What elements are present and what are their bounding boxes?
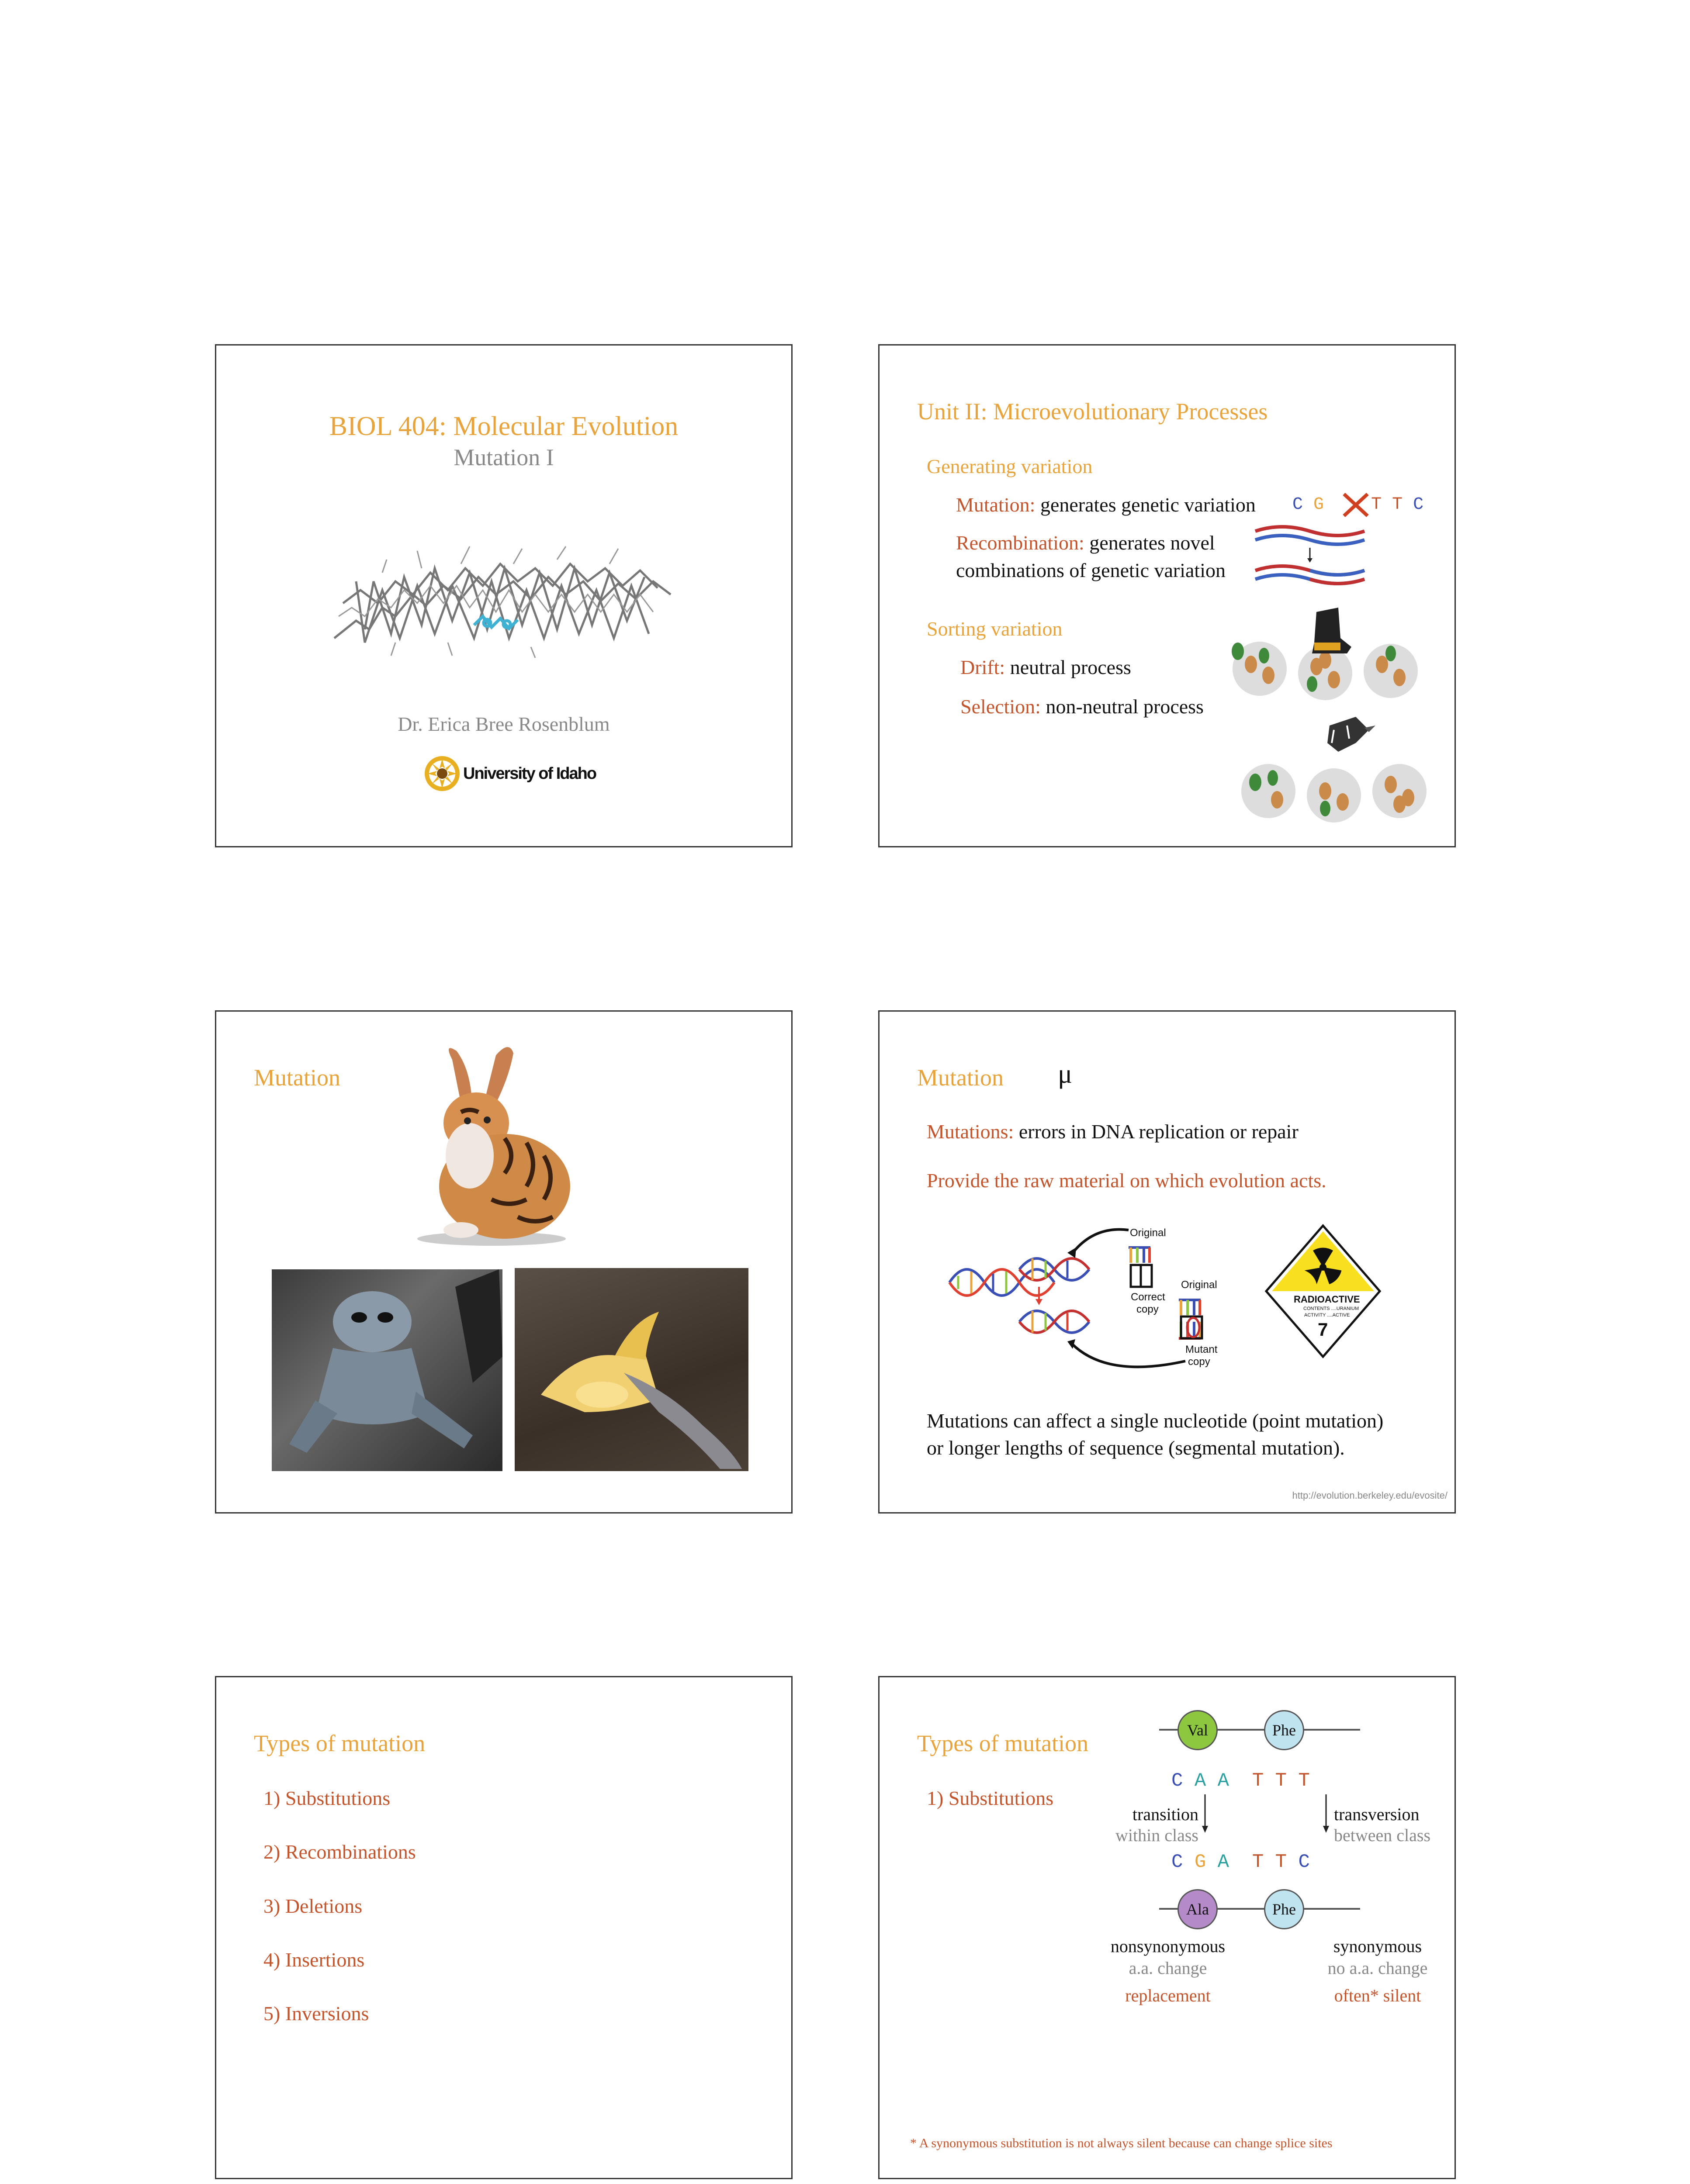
list-item: 1) Substitutions <box>263 1787 391 1809</box>
x-mark-icon <box>1340 492 1371 518</box>
definition-term: Mutations: <box>927 1120 1014 1143</box>
base: A <box>1194 1770 1206 1792</box>
slide-4 <box>878 1010 1456 1514</box>
base: C <box>1171 1770 1183 1792</box>
label-original-1: Original <box>1130 1227 1166 1239</box>
drift-selection-beetles-image <box>1225 599 1448 839</box>
affect-line-1: Mutations can affect a single nucleotide (point mutation) <box>927 1410 1384 1432</box>
slide-subtitle: Mutation I <box>454 444 554 470</box>
codon-top <box>1171 1770 1310 1792</box>
selection-term: Selection: <box>960 695 1041 718</box>
base: T <box>1298 1770 1310 1792</box>
amino-acid-ala: Ala <box>1177 1889 1218 1929</box>
selection-desc: non-neutral process <box>1040 695 1204 718</box>
base: T <box>1252 1770 1264 1792</box>
affect-line-2: or longer lengths of sequence (segmental mutation). <box>927 1437 1345 1459</box>
definition-line <box>927 1120 1299 1143</box>
label-mutant: Mutant <box>1185 1344 1218 1355</box>
slide-title: Types of mutation <box>254 1730 426 1756</box>
radioactive-label: RADIOACTIVE <box>1294 1294 1360 1305</box>
slide-title: Mutation <box>254 1064 340 1091</box>
base: A <box>1217 1770 1229 1792</box>
amino-acid-phe: Phe <box>1264 1710 1304 1750</box>
seq-letter: T <box>1392 495 1403 515</box>
author-name: Dr. Erica Bree Rosenblum <box>398 713 610 735</box>
transition-label: transition <box>1132 1804 1198 1824</box>
sorting-variation-heading: Sorting variation <box>927 618 1063 640</box>
synonymous-label: synonymous <box>1333 1936 1422 1956</box>
base: T <box>1275 1851 1287 1873</box>
list-item: 5) Inversions <box>263 2002 369 2025</box>
slide-2 <box>878 344 1456 847</box>
aa-change-label: a.a. change <box>1129 1958 1207 1978</box>
recombination-term: Recombination: <box>956 532 1084 554</box>
replacement-label: replacement <box>1125 1986 1211 2005</box>
recombination-chromosomes-image <box>1255 522 1364 588</box>
slide-title: Unit II: Microevolutionary Processes <box>917 398 1268 425</box>
no-aa-change-label: no a.a. change <box>1327 1958 1428 1978</box>
definition-desc: errors in DNA replication or repair <box>1014 1120 1299 1143</box>
slide-6 <box>878 1676 1456 2179</box>
list-item: 2) Recombinations <box>263 1841 416 1863</box>
seq-letter: C <box>1413 495 1424 515</box>
nonsynonymous-label: nonsynonymous <box>1110 1936 1226 1956</box>
slide-title: BIOL 404: Molecular Evolution <box>329 411 679 441</box>
transversion-arrow-icon <box>1322 1794 1330 1834</box>
label-copy-1: copy <box>1136 1303 1159 1315</box>
source-url: http://evolution.berkeley.edu/evosite/ <box>1292 1490 1448 1501</box>
amino-acid-phe: Phe <box>1264 1889 1304 1929</box>
radioactive-class: 7 <box>1318 1319 1328 1340</box>
generating-variation-heading: Generating variation <box>927 455 1093 477</box>
recombination-line-2: combinations of genetic variation <box>956 559 1226 581</box>
list-item: 3) Deletions <box>263 1895 363 1917</box>
slide-3 <box>215 1010 793 1514</box>
base: A <box>1217 1851 1229 1873</box>
drift-line <box>960 656 1131 679</box>
base: C <box>1171 1851 1183 1873</box>
slide-title: Types of mutation <box>917 1730 1089 1756</box>
base: C <box>1298 1851 1310 1873</box>
mutation-term: Mutation: <box>956 494 1035 516</box>
mutation-line <box>956 493 1256 516</box>
selection-line <box>960 695 1204 718</box>
list-item: 1) Substitutions <box>927 1787 1054 1809</box>
label-correct: Correct <box>1131 1291 1165 1303</box>
list-item: 4) Insertions <box>263 1949 365 1971</box>
drift-term: Drift: <box>960 656 1005 678</box>
transition-arrow-icon <box>1201 1794 1209 1834</box>
radioactive-activity: ACTIVITY ....ACTIVE <box>1304 1313 1350 1318</box>
footnote: * A synonymous substitution is not always silent because can change splice sites <box>910 2136 1333 2150</box>
slide-1 <box>215 344 793 847</box>
creature-photo <box>272 1269 502 1471</box>
slide-5 <box>215 1676 793 2179</box>
mutation-desc: generates genetic variation <box>1035 494 1256 516</box>
protein-structure-image <box>330 529 679 660</box>
seq-letter: T <box>1371 495 1382 515</box>
banana-fish-image <box>515 1268 748 1471</box>
university-logo <box>424 754 596 793</box>
label-original-2: Original <box>1181 1279 1217 1291</box>
base: G <box>1194 1851 1206 1873</box>
label-copy-2: copy <box>1188 1356 1210 1368</box>
base: T <box>1275 1770 1287 1792</box>
codon-bottom <box>1171 1851 1310 1873</box>
drift-desc: neutral process <box>1005 656 1131 678</box>
seq-letter: G <box>1313 495 1324 515</box>
raw-material-line: Provide the raw material on which evolution acts. <box>927 1169 1326 1192</box>
within-class-label: within class <box>1115 1825 1198 1845</box>
silent-label: often* silent <box>1334 1986 1421 2005</box>
tiger-rabbit-image <box>395 1042 588 1248</box>
amino-acid-val: Val <box>1177 1710 1218 1750</box>
radioactive-contents: CONTENTS ....URANIUM <box>1303 1306 1359 1311</box>
base: T <box>1252 1851 1264 1873</box>
logo-text: University of Idaho <box>463 764 596 783</box>
mu-symbol: μ <box>1058 1059 1073 1089</box>
slide-title: Mutation <box>917 1064 1004 1091</box>
recombination-desc: generates novel <box>1084 532 1215 554</box>
banana-slug-photo <box>515 1268 748 1471</box>
alien-creature-image <box>272 1269 502 1471</box>
transversion-label: transversion <box>1334 1804 1420 1824</box>
seq-letter: C <box>1292 495 1303 515</box>
between-class-label: between class <box>1334 1825 1431 1845</box>
recombination-line <box>956 531 1215 554</box>
sunflower-icon <box>424 755 461 792</box>
